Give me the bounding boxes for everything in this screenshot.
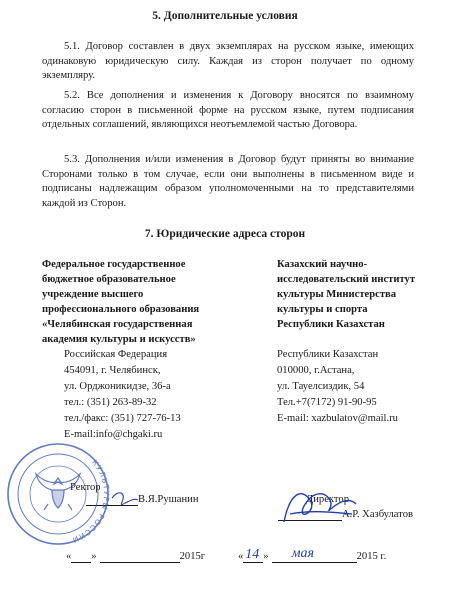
director-signature <box>284 494 356 522</box>
handwritten-month: мая <box>291 546 315 561</box>
left-signatory-name: В.Я.Рушанин <box>138 494 199 505</box>
right-name-line: Казахский научно- <box>277 259 368 270</box>
left-date-year: 2015г <box>179 551 206 562</box>
left-address-line: 454091, г. Челябинск, <box>64 365 161 376</box>
clause-5-3: 5.3. Дополнения и/или изменения в Договор будут приняты во внимание Сторонами только в том случае, если они выполнены в письменном виде и подписаны надлежащим образом уполномоченными на то представителями каждой из Сторон. <box>42 154 414 209</box>
left-name-line: «Челябинская государственная <box>42 319 193 330</box>
quote-open: « <box>238 551 244 562</box>
left-address-line: ул. Орджоникидзе, 36-а <box>64 381 171 392</box>
right-date-year: 2015 г. <box>356 551 387 562</box>
quote-close: » <box>91 551 97 562</box>
handwritten-day: 14 <box>245 547 260 562</box>
quote-open: « <box>66 551 72 562</box>
clause-5-2: 5.2. Все дополнения и изменения к Договору вносятся по взаимному согласию сторон в письменной форме на русском языке, путем подписания отдельных соглашений, являющихся неотъемлемой частью Договора. <box>42 90 414 131</box>
section-5-title: 5. Дополнительные условия <box>152 10 298 22</box>
left-name-line: бюджетное образовательное <box>42 274 176 285</box>
left-name-line: профессионального образования <box>42 304 200 315</box>
section-7-title: 7. Юридические адреса сторон <box>144 228 306 240</box>
round-stamp <box>8 444 111 545</box>
right-signatory-role: Директор <box>306 494 349 505</box>
right-name-line: культуры Министерства <box>277 289 397 300</box>
right-name-line: исследовательский институт <box>277 274 416 285</box>
right-address-line: 010000, г.Астана, <box>277 365 355 376</box>
right-signatory-name: А.Р. Хазбулатов <box>342 509 414 520</box>
left-name-line: Федеральное государственное <box>42 259 186 270</box>
left-name-line: учреждение высшего <box>42 289 144 300</box>
left-address-line: E-mail:info@chgaki.ru <box>64 429 163 440</box>
left-name-line: академия культуры и искусств» <box>42 334 196 345</box>
left-address-line: тел./факс: (351) 727-76-13 <box>64 413 181 424</box>
left-signatory-role: Ректор <box>70 482 101 493</box>
right-name-line: Республики Казахстан <box>277 319 385 330</box>
left-address-line: тел.: (351) 263-89-32 <box>64 397 157 408</box>
clause-5-1: 5.1. Договор составлен в двух экземплярах на русском языке, имеющих одинаковую юридическую силу. Каждая из сторон получает по одному экземпляру. <box>42 41 414 82</box>
left-address-line: Российская Федерация <box>64 349 168 360</box>
right-address-line: Республики Казахстан <box>277 349 379 360</box>
right-address-line: E-mail: xazbulatov@mail.ru <box>277 413 398 424</box>
right-name-line: культуры и спорта <box>277 304 368 315</box>
right-address-line: ул. Тауелсиздик, 54 <box>277 381 365 392</box>
left-signature-scribble <box>112 493 138 505</box>
eagle-emblem-icon <box>36 474 80 510</box>
right-address-line: Тел.+7(7172) 91-90-95 <box>277 397 377 408</box>
stamp-ring-text: КУЛЬТУРЫ РОССИИ <box>70 458 112 545</box>
quote-close: » <box>263 551 269 562</box>
